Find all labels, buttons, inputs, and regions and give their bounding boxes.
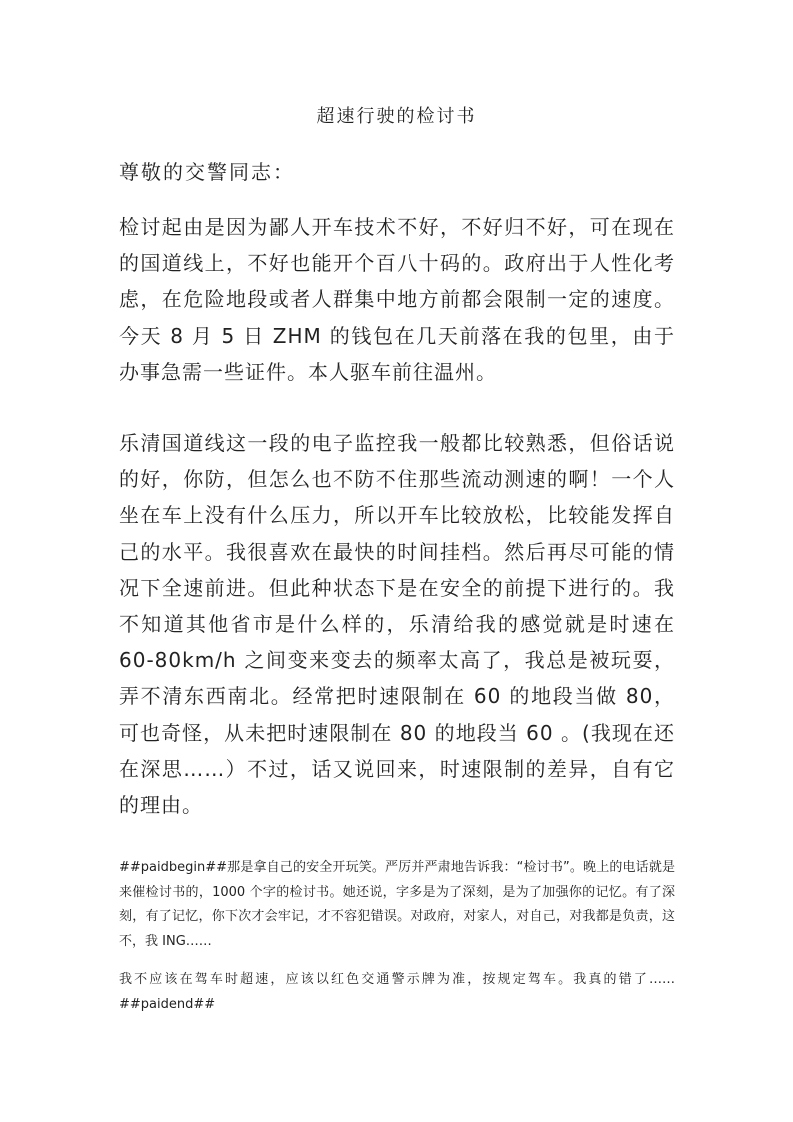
small-paragraph-1: ##paidbegin##那是拿自己的安全开玩笑。严厉并严肃地告诉我：“检讨书”。晚上的电话就是来催检讨书的，1000 个字的检讨书。她还说，字多是为了深刻，是为了加强你的记忆。有了深刻，有了记忆，你下次才会牢记，才不容犯错误。对政府，对家人，对自己，对我都是负责，这不，我 ING…… [119, 860, 675, 949]
document-title: 超速行驶的检讨书 [316, 106, 477, 127]
body-paragraph-2: 乐清国道线这一段的电子监控我一般都比较熟悉，但俗话说的好，你防，但怎么也不防不住那些流动测速的啊！一个人坐在车上没有什么压力，所以开车比较放松，比较能发挥自己的水平。我很喜欢在最快的时间挂档。然后再尽可能的情况下全速前进。但此种状态下是在安全的前提下进行的。我不知道其他省市是什么样的，乐清给我的感觉就是时速在 60-80km/h 之间变来变去的频率太高了，我总是被玩耍，弄不清东西南北。经常把时速限制在 60 的地段当做 80，可也奇怪，从未把时速限制在 80 的地段当 60 。(我现在还在深思……）不过，话又说回来，时速限制的差异，自有它的理由。 [119, 431, 675, 818]
salutation: 尊敬的交警同志： [119, 160, 295, 184]
body-paragraph-1: 检讨起由是因为鄙人开车技术不好，不好归不好，可在现在的国道线上，不好也能开个百八十码的。政府出于人性化考虑，在危险地段或者人群集中地方前都会限制一定的速度。今天 8 月 5 日 ZHM 的钱包在几天前落在我的包里，由于办事急需一些证件。本人驱车前往温州。 [119, 215, 675, 384]
small-paragraph-2: 我不应该在驾车时超速，应该以红色交通警示牌为准，按规定驾车。我真的错了……##paidend## [119, 972, 675, 1012]
